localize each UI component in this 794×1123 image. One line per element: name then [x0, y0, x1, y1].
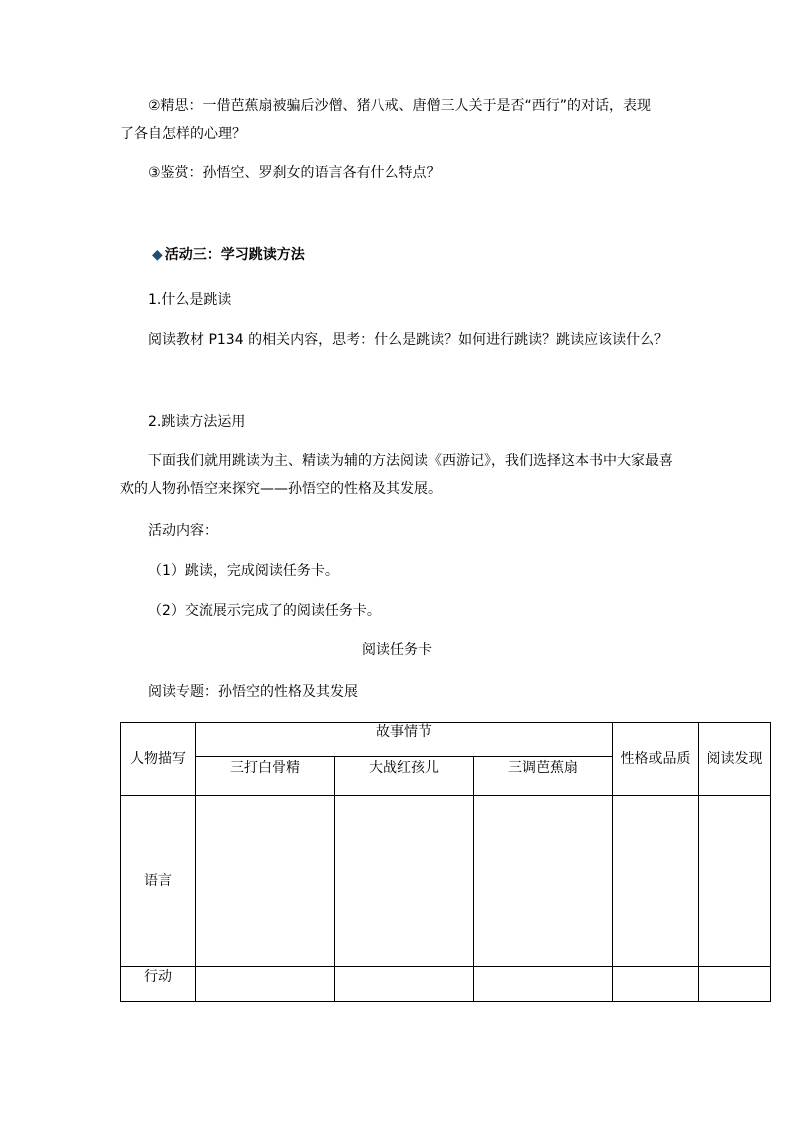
question-3: ③鉴赏：孙悟空、罗刹女的语言各有什么特点？ [148, 165, 441, 181]
header-story-1: 三打白骨精 [196, 757, 335, 796]
activity-step-1: （1）跳读，完成阅读任务卡。 [148, 563, 339, 579]
row-label-action: 行动 [121, 967, 196, 1002]
question-2-line-1: ②精思：一借芭蕉扇被骗后沙僧、猪八戒、唐僧三人关于是否“西行”的对话，表现 [148, 98, 652, 114]
diamond-bullet-icon: ◆ [152, 247, 163, 263]
section-1-instruction: 阅读教材 P134 的相关内容，思考：什么是跳读？如何进行跳读？跳读应该读什么？ [148, 332, 669, 348]
table-row [121, 967, 771, 1002]
header-story-3: 三调芭蕉扇 [474, 757, 613, 796]
activity-content-label: 活动内容： [148, 523, 218, 539]
cell-language-story-3[interactable] [474, 796, 613, 967]
cell-language-personality[interactable] [613, 796, 699, 967]
activity-3-title: 活动三：学习跳读方法 [164, 247, 305, 263]
table-row [121, 796, 771, 967]
cell-language-discovery[interactable] [699, 796, 771, 967]
row-label-language: 语言 [121, 796, 196, 967]
header-story-2: 大战红孩儿 [335, 757, 474, 796]
activity-step-2: （2）交流展示完成了的阅读任务卡。 [148, 603, 381, 619]
header-story-plot: 故事情节 [196, 723, 613, 757]
section-2-title: 2.跳读方法运用 [148, 414, 246, 430]
question-2-line-2: 了各自怎样的心理？ [120, 126, 246, 142]
cell-action-personality[interactable] [613, 967, 699, 1002]
header-character-description: 人物描写 [121, 723, 196, 796]
task-card-title: 阅读任务卡 [362, 642, 432, 658]
cell-language-story-1[interactable] [196, 796, 335, 967]
cell-action-story-1[interactable] [196, 967, 335, 1002]
section-2-intro-line-1: 下面我们就用跳读为主、精读为辅的方法阅读《西游记》，我们选择这本书中大家最喜 [148, 453, 673, 469]
cell-action-story-2[interactable] [335, 967, 474, 1002]
section-1-title: 1.什么是跳读 [148, 292, 232, 308]
cell-action-story-3[interactable] [474, 967, 613, 1002]
header-personality: 性格或品质 [613, 723, 699, 796]
reading-task-card-table [120, 722, 771, 1002]
activity-3-heading [152, 245, 305, 265]
section-2-intro-line-2: 欢的人物孙悟空来探究——孙悟空的性格及其发展。 [120, 481, 442, 497]
header-reading-discovery: 阅读发现 [699, 723, 771, 796]
cell-action-discovery[interactable] [699, 967, 771, 1002]
reading-topic: 阅读专题：孙悟空的性格及其发展 [148, 684, 358, 700]
cell-language-story-2[interactable] [335, 796, 474, 967]
